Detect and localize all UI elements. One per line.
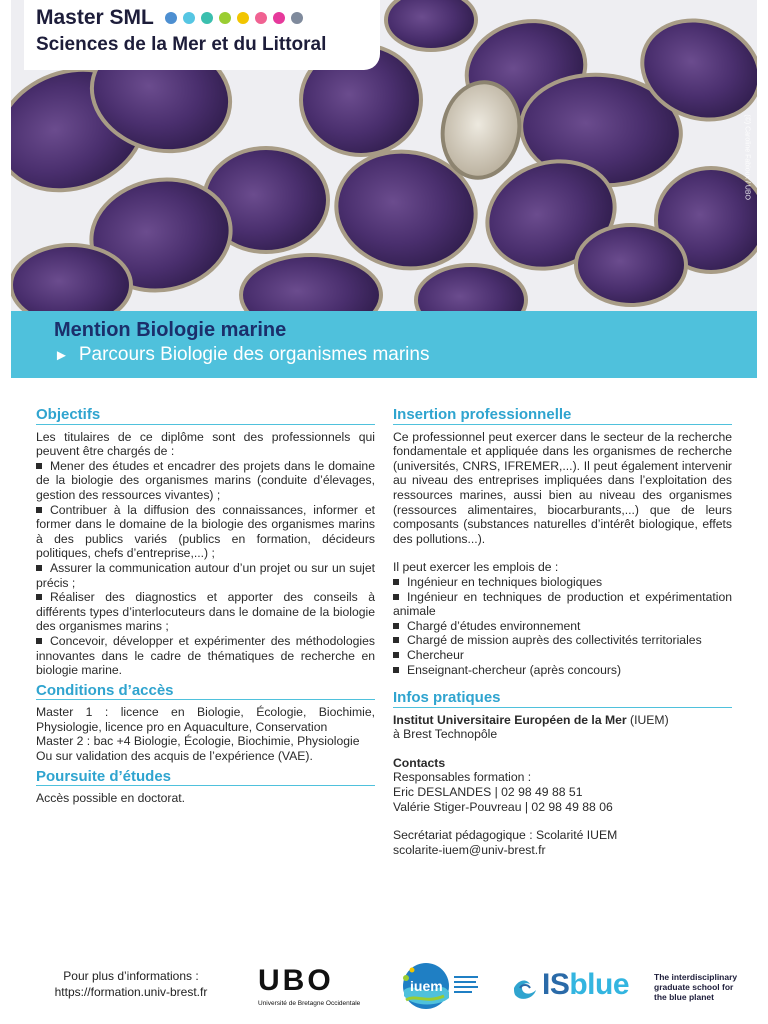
- objectifs-title: Objectifs: [36, 408, 375, 425]
- responsables-label: Responsables formation :: [393, 770, 532, 785]
- parcours-line: [54, 342, 757, 369]
- poursuite-text: Accès possible en doctorat.: [36, 791, 186, 806]
- parcours-title: Parcours Biologie des organismes marins: [78, 344, 430, 365]
- contact-line: Eric DESLANDES | 02 98 49 88 51: [393, 785, 583, 800]
- master-subtitle: Sciences de la Mer et du Littoral: [36, 34, 327, 55]
- color-dots: [165, 12, 303, 24]
- list-item: Assurer la communication autour d’un projet ou sur un sujet précis ;: [36, 560, 375, 590]
- list-item: Chargé de mission auprès des collectivités territoriales: [393, 633, 732, 648]
- list-item: Concevoir, développer et expérimenter des méthodologies innovantes dans le cadre de thématiques de recherche en biologie marine.: [36, 633, 375, 678]
- wave-icon: [512, 972, 542, 1002]
- conditions-line: Ou sur validation des acquis de l’expérience (VAE).: [36, 749, 313, 764]
- left-column: [36, 408, 375, 806]
- color-dot: [165, 12, 177, 24]
- iuem-logo: [392, 960, 484, 1012]
- infos-title: Infos pratiques: [393, 691, 732, 708]
- color-dot: [255, 12, 267, 24]
- square-bullet-icon: [36, 507, 42, 513]
- color-dot: [183, 12, 195, 24]
- master-title: Master SML: [36, 6, 154, 29]
- list-item: Chercheur: [393, 648, 732, 663]
- master-title-line: [36, 4, 380, 31]
- institute-name: Institut Universitaire Européen de la Mer: [393, 712, 627, 727]
- square-bullet-icon: [393, 594, 399, 600]
- conditions-line: Master 2 : bac +4 Biologie, Écologie, Biochimie, Physiologie: [36, 734, 360, 749]
- square-bullet-icon: [393, 652, 399, 658]
- contacts-title: Contacts: [393, 755, 446, 770]
- footer-url-link[interactable]: https://formation.univ-brest.fr: [54, 985, 208, 999]
- institute-location: à Brest Technopôle: [393, 727, 498, 742]
- poursuite-title: Poursuite d’études: [36, 770, 375, 787]
- ubo-logo: [258, 962, 368, 1010]
- color-dot: [237, 12, 249, 24]
- square-bullet-icon: [393, 579, 399, 585]
- iuem-emblem-icon: [392, 960, 484, 1012]
- right-column: [393, 408, 732, 857]
- mention-band: [11, 311, 757, 378]
- institute-abbr: (IUEM): [626, 712, 669, 727]
- insertion-title: Insertion professionnelle: [393, 408, 732, 425]
- footer-info-label: Pour plus d’informations :: [63, 969, 199, 983]
- emplois-intro: Il peut exercer les emplois de :: [393, 560, 559, 575]
- institute-line: [393, 713, 732, 728]
- square-bullet-icon: [36, 594, 42, 600]
- color-dot: [201, 12, 213, 24]
- secretariat-line: Secrétariat pédagogique : Scolarité IUEM: [393, 828, 618, 843]
- square-bullet-icon: [36, 565, 42, 571]
- conditions-title: Conditions d’accès: [36, 684, 375, 701]
- list-item: Contribuer à la diffusion des connaissances, informer et former dans le domaine de la biologie des organismes marins à des publics variés (publics en formation, décideurs politiques, chefs d’entreprise,...) ;: [36, 502, 375, 561]
- mention-title: Mention Biologie marine: [54, 319, 287, 341]
- list-item: Chargé d’études environnement: [393, 619, 732, 634]
- footer-info: [36, 968, 226, 1000]
- square-bullet-icon: [36, 463, 42, 469]
- color-dot: [291, 12, 303, 24]
- square-bullet-icon: [393, 637, 399, 643]
- ubo-subtitle: Université de Bretagne Occidentale: [258, 1000, 361, 1007]
- list-item: Réaliser des diagnostics et apporter des conseils à différents types d’interlocuteurs dans le domaine de la biologie des organismes marins ;: [36, 590, 375, 634]
- list-item: Enseignant-chercheur (après concours): [393, 663, 732, 678]
- ubo-wordmark: UBO: [258, 964, 334, 997]
- list-item: Ingénieur en techniques biologiques: [393, 575, 732, 590]
- photo-credit: (©) Caroline Fabioux / UBO: [744, 114, 751, 200]
- list-item: Mener des études et encadrer des projets dans le domaine de la biologie des organismes marins (conduite d’élevages, gestion des ressources vivantes) ;: [36, 458, 375, 502]
- conditions-line: Master 1 : licence en Biologie, Écologie, Biochimie, Physiologie, licence pro en Aquaculture, Conservation: [36, 705, 375, 734]
- insertion-paragraph: Ce professionnel peut exercer dans le secteur de la recherche fondamentale et appliquée dans les organismes de recherche (universités, CNRS, IFREMER,...). Il peut également intervenir au niveau des entreprises impliquées dans l’exploitation des ressources marines, aussi bien au niveau des organismes (ressources alimentaires, biocarburants,...) que de leurs composants (substances naturelles d’intérêt biologique, effets des pollutions...).: [393, 429, 732, 546]
- square-bullet-icon: [393, 667, 399, 673]
- square-bullet-icon: [36, 638, 42, 644]
- isblue-logo: [512, 966, 742, 1006]
- email-link[interactable]: scolarite-iuem@univ-brest.fr: [393, 842, 546, 857]
- isblue-wordmark: ISblue: [542, 968, 630, 1001]
- color-dot: [273, 12, 285, 24]
- list-item: Ingénieur en techniques de production et expérimentation animale: [393, 589, 732, 619]
- objectifs-list: [36, 459, 375, 678]
- objectifs-intro: Les titulaires de ce diplôme sont des professionnels qui peuvent être chargés de :: [36, 429, 375, 459]
- color-dot: [219, 12, 231, 24]
- master-badge: [24, 0, 380, 70]
- arrow-right-icon: ►: [54, 347, 69, 364]
- emplois-list: [393, 575, 732, 677]
- contact-line: Valérie Stiger-Pouvreau | 02 98 49 88 06: [393, 799, 613, 814]
- isblue-tagline: The interdisciplinary graduate school for the blue planet: [654, 972, 738, 1002]
- square-bullet-icon: [393, 623, 399, 629]
- iuem-wordmark: iuem: [410, 978, 443, 994]
